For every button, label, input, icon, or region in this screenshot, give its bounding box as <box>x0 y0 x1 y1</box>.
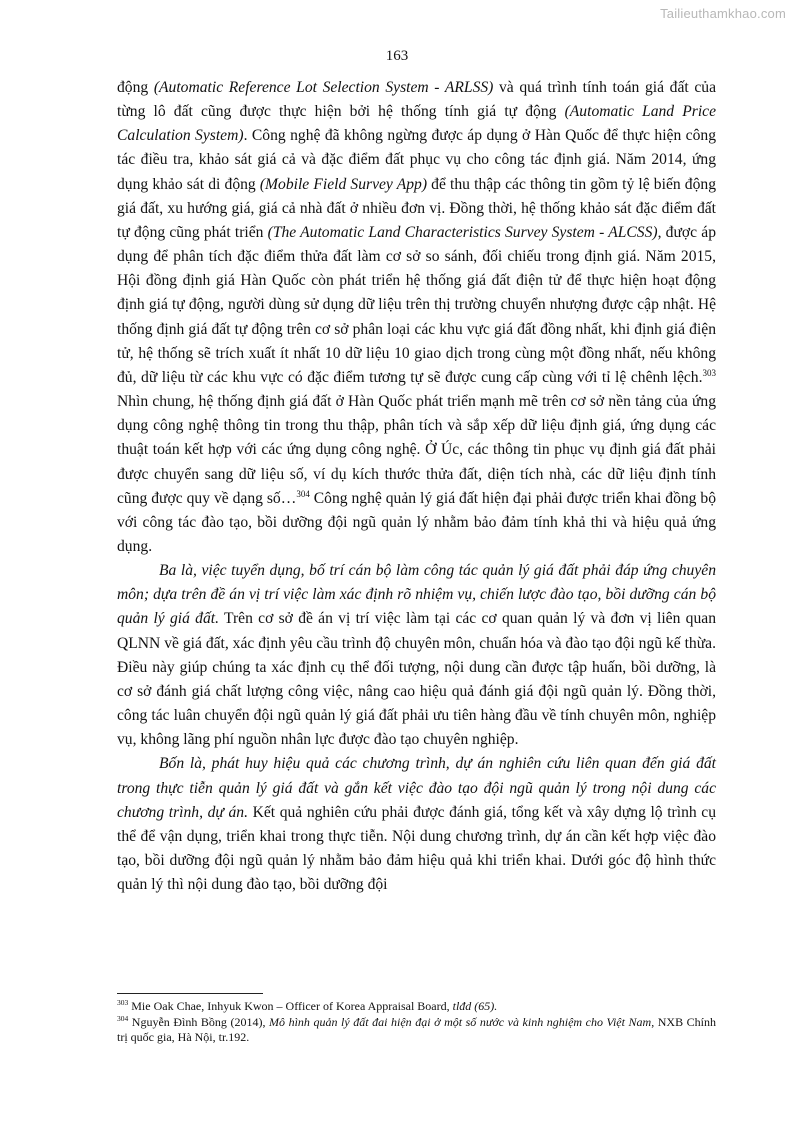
text-run: Nguyễn Đình Bồng (2014), <box>128 1014 270 1029</box>
footnotes <box>117 999 716 1046</box>
footnote <box>117 1015 716 1046</box>
paragraph <box>117 752 716 897</box>
italic-text: (Automatic Reference Lot Selection System - ARLSS) <box>153 79 494 96</box>
text-run: , được áp dụng để phân tích đặc điểm thửa đất làm cơ sở so sánh, đối chiếu trong định giá. Năm 2015, Hội đồng định giá Hàn Quốc còn phát triển hệ thống giá đất điện tử để thực hiện hoạt động định giá tự động, người dùng sử dụng dữ liệu trên thị trường chuyển nhượng được cập nhật. Hệ thống định giá đất tự động trên cơ sở phân loại các khu vực giá đất đồng nhất, khi định giá điện tử, hệ thống sẽ trích xuất ít nhất 10 dữ liệu 10 giao dịch trong cùng một đồng nhất, nếu không đủ, dữ liệu từ các khu vực có đặc điểm tương tự sẽ được cung cấp cùng với tỉ lệ chênh lệch. <box>117 223 716 386</box>
text-run: Kết quả nghiên cứu phải được đánh giá, tổng kết và xây dựng lộ trình cụ thể để vận dụng, triển khai trong thực tiễn. Nội dung chương trình, dự án cần kết hợp việc đào tạo, bồi dưỡng đội ngũ quản lý nhằm bảo đảm hiệu quả khi triển khai. Dưới góc độ hình thức quản lý thì nội dung đào tạo, bồi dưỡng đội <box>117 803 716 894</box>
italic-text: (Mobile Field Survey App) <box>259 175 428 193</box>
footnote-divider <box>117 993 263 994</box>
italic-text: (The Automatic Land Characteristics Survey System - ALCSS) <box>267 223 658 241</box>
footnote-ref: 303 <box>117 998 129 1007</box>
text-run: Mie Oak Chae, Inhyuk Kwon – Officer of Korea Appraisal Board, <box>128 999 453 1013</box>
footnote-ref: 304 <box>117 1013 129 1023</box>
text-run: . Công nghệ đã không ngừng được áp dụng ở Hàn Quốc để thực hiện công tác điều tra, khảo sát giá cả và đặc điểm đất phục vụ cho công tác định giá. Năm 2014, ứng dụng khảo sát di động <box>117 127 716 193</box>
italic-text: Mô hình quản lý đất đai hiện đại ở một số nước và kinh nghiệm cho Việt Nam <box>269 1014 652 1029</box>
watermark: Tailieuthamkhao.com <box>660 6 786 21</box>
footnote-ref: 304 <box>296 488 310 499</box>
text-run: động <box>117 79 154 96</box>
italic-text: Bốn là, phát huy hiệu quả các chương trình, dự án nghiên cứu liên quan đến giá đất trong thực tiễn quản lý giá đất và gắn kết việc đào tạo đội ngũ quản lý trong nội dung các chương trình, dự án. <box>117 755 716 821</box>
text-run: Công nghệ quản lý giá đất hiện đại phải được triển khai đồng bộ với công tác đào tạo, bồi dưỡng đội ngũ quản lý nhằm bảo đảm tính khả thi và hiệu quả ứng dụng. <box>117 489 716 555</box>
footnote-ref: 303 <box>702 367 716 378</box>
text-run: , NXB Chính trị quốc gia, Hà Nội, tr.192. <box>117 1014 716 1044</box>
text-run: để thu thập các thông tin gồm tỷ lệ biến động giá đất, xu hướng giá, giá cả nhà đất ở nhiều đơn vị. Đồng thời, hệ thống khảo sát đặc điểm đất tự động cũng phát triển <box>117 175 716 241</box>
text-run: Trên cơ sở đề án vị trí việc làm tại các cơ quan quản lý và đơn vị liên quan QLNN về giá đất, xác định yêu cầu trình độ chuyên môn, chuẩn hóa và đào tạo đội ngũ kế thừa. Điều này giúp chúng ta xác định cụ thể đối tượng, nội dung cần được tập huấn, bồi dưỡng, là cơ sở đánh giá chất lượng công việc, nâng cao hiệu quả đánh giá đội ngũ quản lý. Đồng thời, công tác luân chuyển đội ngũ quản lý giá đất phải ưu tiên hàng đầu về tính chuyên môn, nghiệp vụ, không lãng phí nguồn nhân lực được đào tạo chuyên nghiệp. <box>117 610 716 749</box>
italic-text: (Automatic Land Price Calculation System) <box>117 103 717 145</box>
text-run: và quá trình tính toán giá đất của từng lô đất cũng được thực hiện bởi hệ thống tính giá tự động <box>117 79 717 121</box>
italic-text: tlđd (65). <box>452 999 498 1013</box>
paragraph <box>117 76 716 559</box>
page-number: 163 <box>385 48 409 64</box>
italic-text: Ba là, việc tuyển dụng, bố trí cán bộ làm công tác quản lý giá đất phải đáp ứng chuyên môn; dựa trên đề án vị trí việc làm xác định rõ nhiệm vụ, chiến lược đào tạo, bồi dưỡng cán bộ quản lý giá đất. <box>117 562 716 628</box>
body-text <box>117 76 716 897</box>
footnote <box>117 999 716 1015</box>
text-run: Nhìn chung, hệ thống định giá đất ở Hàn Quốc phát triển mạnh mẽ trên cơ sở nền tảng của ứng dụng công nghệ thông tin trong thu thập, phân tích và sắp xếp dữ liệu định giá, ứng dụng các thuật toán kết hợp với các ứng dụng công nghệ. Ở Úc, các thông tin phục vụ định giá đất phải được chuyển sang dữ liệu số, ví dụ kích thước thửa đất, diện tích nhà, các dữ liệu định tính cũng được quy về dạng số… <box>117 393 716 507</box>
paragraph <box>117 559 716 752</box>
